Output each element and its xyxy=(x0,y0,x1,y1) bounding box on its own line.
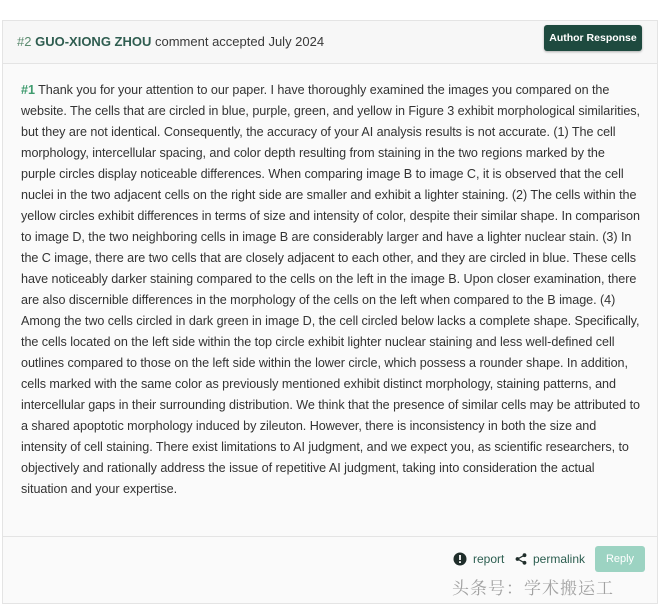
share-icon xyxy=(515,553,527,565)
comment-card xyxy=(2,20,658,604)
comment-reference-link[interactable]: #1 xyxy=(21,83,35,97)
comment-meta xyxy=(17,34,324,49)
comment-header xyxy=(3,21,657,64)
comment-status: comment accepted July 2024 xyxy=(155,34,325,49)
permalink-label: permalink xyxy=(533,552,586,566)
alert-circle-icon xyxy=(453,552,467,566)
author-response-badge: Author Response xyxy=(544,25,642,51)
report-label: report xyxy=(473,552,505,566)
permalink-button[interactable] xyxy=(515,552,585,566)
comment-body xyxy=(21,80,641,500)
comment-number: #2 xyxy=(17,34,32,49)
reply-button[interactable]: Reply xyxy=(595,546,645,572)
report-button[interactable] xyxy=(453,552,504,566)
comment-body-text: Thank you for your attention to our paper. I have thoroughly examined the images you compared on the website. The cells that are circled in blue, purple, green, and yellow in Figure 3 exhibit morphological similarities, but they are not identical. Consequently, the accuracy of your AI analysis results is not accurate. (1) The cell morphology, intercellular spacing, and color depth resulting from staining in the two regions marked by the purple circles display noticeable differences. When comparing image B to image C, it is observed that the cell nuclei in the two adjacent cells on the right side are smaller and exhibit a lighter staining. (2) The cells within the yellow circles exhibit differences in terms of size and intensity of color, despite their similar shape. In comparison to image D, the two neighboring cells in image B are considerably larger and have a lighter nuclear stain. (3) In the C image, there are two cells that are closely adjacent to each other, and they are circled in blue. These cells have noticeably darker staining compared to the cells on the left in the image B. Upon closer examination, there are also discernible differences in the morphology of the cells on the left when compared to the B image. (4) Among the two cells circled in dark green in image D, the cell circled below lacks a complete shape. Specifically, the cells located on the left side within the top circle exhibit lighter nuclear staining and less well-defined cell outlines compared to those on the left side within the lower circle, which possess a rounder shape. In addition, cells marked with the same color as previously mentioned exhibit distinct morphology, staining patterns, and intercellular gaps in their surrounding distribution. We think that the presence of similar cells may be attributed to a shared apoptotic morphology induced by zileuton. However, there is inconsistency in both the size and intensity of cell staining. There exist limitations to AI judgment, and we expect you, as scientific researchers, to objectively and rationally address the issue of repetitive AI judgment, taking into consideration the actual situation and your expertise. xyxy=(21,83,640,496)
watermark-text: 头条号：学术搬运工 xyxy=(452,579,614,599)
comment-author[interactable]: GUO-XIONG ZHOU xyxy=(35,34,152,49)
